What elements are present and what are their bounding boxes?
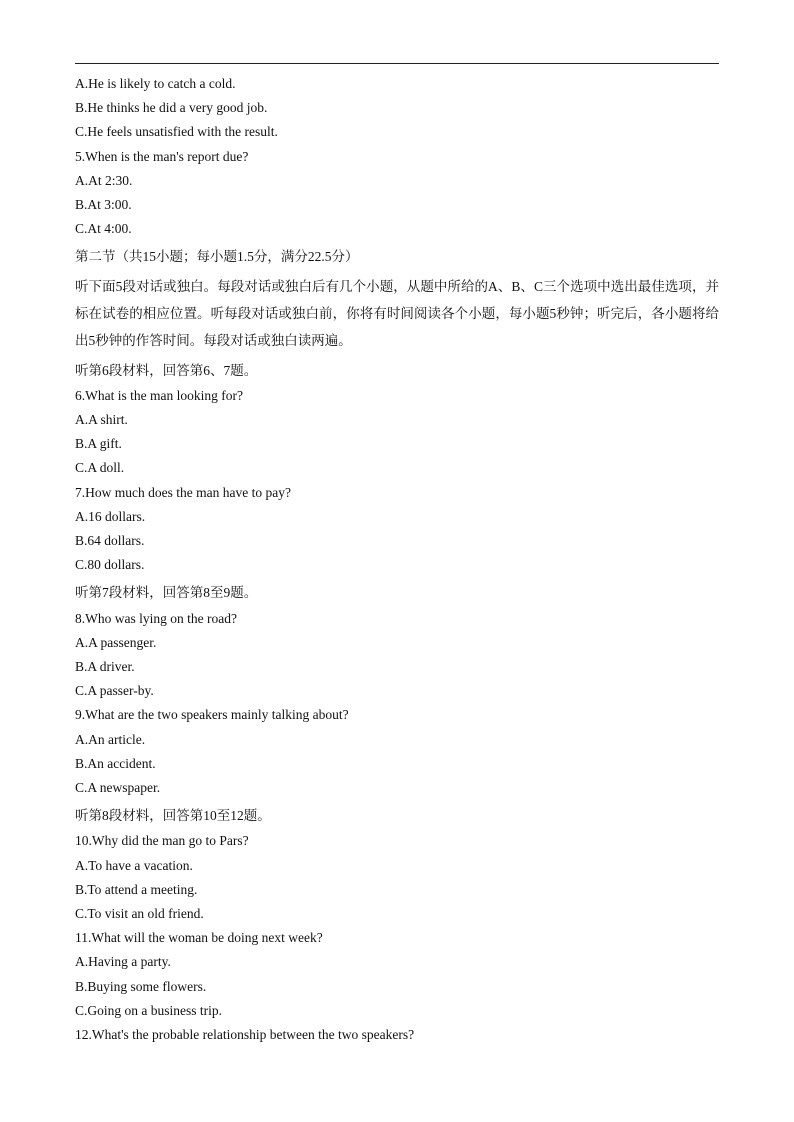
option-q11-a: A.Having a party. <box>75 954 171 970</box>
option-q7-a: A.16 dollars. <box>75 508 146 524</box>
question-5: 5.When is the man's report due? <box>75 148 249 164</box>
section-heading: 第二节（共15小题；每小题1.5分，满分22.5分） <box>75 249 359 265</box>
material-6-heading: 听第6段材料，回答第6、7题。 <box>75 362 258 378</box>
option-q10-c: C.To visit an old friend. <box>75 905 204 921</box>
option-q10-a: A.To have a vacation. <box>75 857 193 873</box>
option-q11-c: C.Going on a business trip. <box>75 1002 222 1018</box>
option-q8-c: C.A passer-by. <box>75 683 154 699</box>
question-9: 9.What are the two speakers mainly talking about? <box>75 707 349 723</box>
option-q8-b: B.A driver. <box>75 658 135 674</box>
option-q8-a: A.A passenger. <box>75 634 157 650</box>
material-8-heading: 听第8段材料，回答第10至12题。 <box>75 808 271 824</box>
option-q4-c: C.He feels unsatisfied with the result. <box>75 124 278 140</box>
option-q9-b: B.An accident. <box>75 755 156 771</box>
option-q11-b: B.Buying some flowers. <box>75 978 207 994</box>
question-8: 8.Who was lying on the road? <box>75 610 237 626</box>
material-7-heading: 听第7段材料，回答第8至9题。 <box>75 585 258 601</box>
option-q6-a: A.A shirt. <box>75 411 128 427</box>
question-11: 11.What will the woman be doing next week? <box>75 930 323 946</box>
question-text <box>75 72 719 1047</box>
question-6: 6.What is the man looking for? <box>75 387 243 403</box>
option-q5-b: B.At 3:00. <box>75 196 132 212</box>
option-q4-a: A.He is likely to catch a cold. <box>75 76 236 91</box>
option-q7-c: C.80 dollars. <box>75 557 145 573</box>
question-12: 12.What's the probable relationship between the two speakers? <box>75 1026 415 1042</box>
question-10: 10.Why did the man go to Pars? <box>75 833 249 849</box>
option-q6-b: B.A gift. <box>75 436 122 452</box>
option-q7-b: B.64 dollars. <box>75 532 145 548</box>
option-q9-a: A.An article. <box>75 731 146 747</box>
header-rule <box>75 63 719 64</box>
option-q9-c: C.A newspaper. <box>75 779 161 795</box>
option-q5-a: A.At 2:30. <box>75 172 133 188</box>
option-q6-c: C.A doll. <box>75 460 125 476</box>
option-q10-b: B.To attend a meeting. <box>75 881 198 897</box>
section-instructions: 听下面5段对话或独白。每段对话或独白后有几个小题，从题中所给的A、B、C三个选项中选出最佳选项，并标在试卷的相应位置。听每段对话或独白前，你将有时间阅读各个小题，每小题5秒钟；听完后，各小题将给出5秒钟的作答时间。每段对话或独白读两遍。 <box>75 278 719 349</box>
option-q5-c: C.At 4:00. <box>75 221 132 237</box>
question-7: 7.How much does the man have to pay? <box>75 484 291 500</box>
option-q4-b: B.He thinks he did a very good job. <box>75 100 268 116</box>
